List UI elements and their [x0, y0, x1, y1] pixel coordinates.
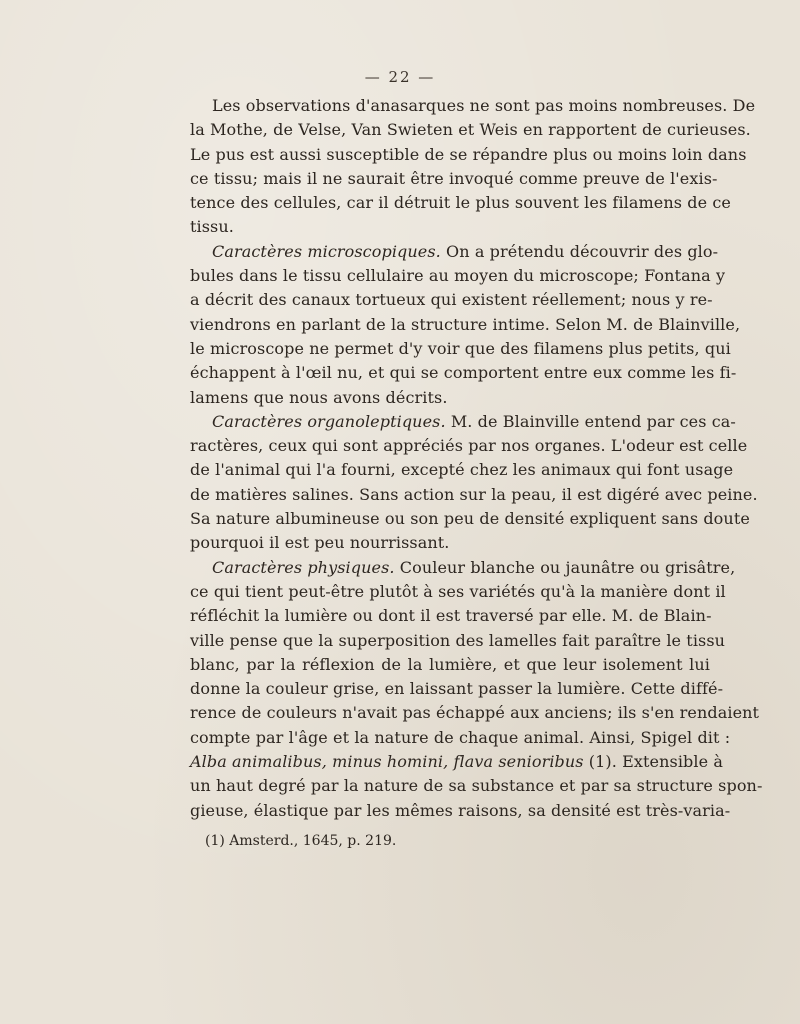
text-line: échappent à l'œil nu, et qui se comportent entre eux comme les fi-	[190, 363, 737, 383]
page-number: — 22 —	[364, 68, 436, 86]
text-line: gieuse, élastique par les mêmes raisons, sa densité est très-varia-	[190, 800, 731, 820]
paragraph-heading-line	[190, 240, 719, 264]
text-run: M. de Blainville entend par ces ca-	[445, 411, 736, 431]
text-line: blanc, par la réflexion de la lumière, et que leur isolement lui	[190, 654, 710, 674]
text-line: compte par l'âge et la nature de chaque animal. Ainsi, Spigel dit :	[190, 727, 731, 747]
text-line: ce tissu; mais il ne saurait être invoqué comme preuve de l'exis-	[190, 168, 718, 188]
text-line: rence de couleurs n'avait pas échappé aux anciens; ils s'en rendaient	[190, 703, 760, 723]
footnote: (1) Amsterd., 1645, p. 219.	[205, 833, 397, 849]
text-line: tence des cellules, car il détruit le plus souvent les filamens de ce	[190, 193, 732, 213]
section-heading-organoleptiques: Caractères organoleptiques.	[212, 411, 446, 431]
text-run: Couleur blanche ou jaunâtre ou grisâtre,	[394, 557, 736, 577]
text-line: ractères, ceux qui sont appréciés par nos organes. L'odeur est celle	[190, 436, 748, 456]
text-run: (1). Extensible à	[583, 752, 724, 772]
text-line: lamens que nous avons décrits.	[190, 387, 448, 407]
text-line: donne la couleur grise, en laissant passer la lumière. Cette diffé-	[190, 679, 724, 699]
latin-quote-line	[190, 750, 724, 774]
text-line: de l'animal qui l'a fourni, excepté chez les animaux qui font usage	[190, 460, 734, 480]
text-run: On a prétendu découvrir des glo-	[440, 241, 719, 261]
paragraph-heading-line	[190, 410, 736, 434]
main-text	[190, 94, 763, 823]
text-line: pourquoi il est peu nourrissant.	[190, 533, 450, 553]
text-line: Le pus est aussi susceptible de se répandre plus ou moins loin dans	[190, 144, 747, 164]
text-line: le microscope ne permet d'y voir que des filamens plus petits, qui	[190, 338, 731, 358]
latin-quote: Alba animalibus, minus homini, flava senioribus	[190, 752, 584, 772]
text-line: de matières salines. Sans action sur la peau, il est digéré avec peine.	[190, 484, 758, 504]
text-line: viendrons en parlant de la structure intime. Selon M. de Blainville,	[190, 314, 741, 334]
text-line: ville pense que la superposition des lamelles fait paraître le tissu	[190, 630, 726, 650]
section-heading-physiques: Caractères physiques.	[212, 557, 395, 577]
text-line: tissu.	[190, 217, 234, 237]
paragraph-heading-line	[190, 556, 736, 580]
text-line: la Mothe, de Velse, Van Swieten et Weis en rapportent de curieuses.	[190, 120, 751, 140]
text-line: Sa nature albumineuse ou son peu de densité expliquent sans doute	[190, 509, 750, 529]
text-line: Les observations d'anasarques ne sont pas moins nombreuses. De	[212, 96, 756, 115]
text-line: a décrit des canaux tortueux qui existent réellement; nous y re-	[190, 290, 713, 310]
text-line: bules dans le tissu cellulaire au moyen du microscope; Fontana y	[190, 266, 726, 286]
text-line: un haut degré par la nature de sa substance et par sa structure spon-	[190, 776, 763, 796]
section-heading-microscopiques: Caractères microscopiques.	[212, 241, 441, 261]
text-line: ce qui tient peut-être plutôt à ses variétés qu'à la manière dont il	[190, 581, 726, 601]
text-line: réfléchit la lumière ou dont il est traversé par elle. M. de Blain-	[190, 606, 712, 626]
